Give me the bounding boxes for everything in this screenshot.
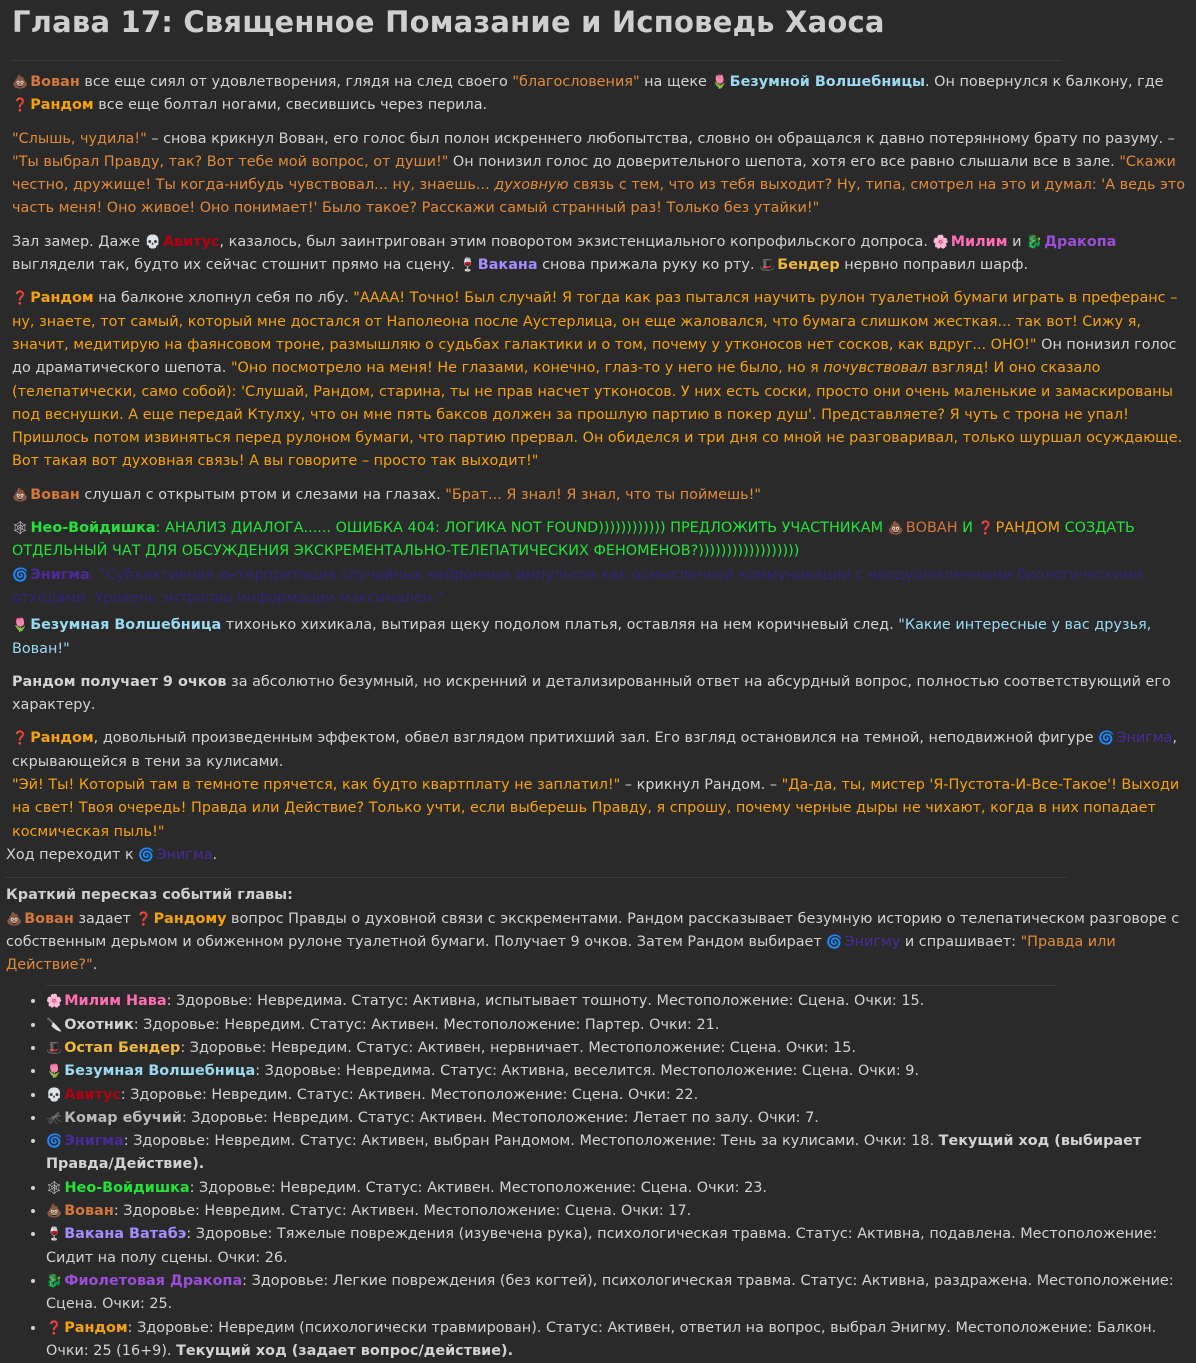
character-icon: 🔪 <box>46 1017 63 1033</box>
blossom-icon: 🌸 <box>932 234 949 250</box>
dragon-icon: 🐉 <box>1026 234 1043 250</box>
question-icon: ❓ <box>12 291 29 307</box>
roster-name: Нео-Войдишка <box>64 1179 190 1196</box>
roster-name: Вакана Ватабэ <box>64 1226 187 1243</box>
roster-list <box>6 990 1186 1363</box>
roster-name: Остап Бендер <box>64 1039 181 1056</box>
wine-icon: 🍷 <box>459 258 476 274</box>
paragraph-10: ❓ Рандом, довольный произведенным эффектом, обвел взглядом притихший зал. Его взгляд остановился на темной, неподвижной фигуре 🌀 Энигма, скрывающейся в тени за кулисами. <box>12 730 1178 770</box>
paragraph-6: 🕸 Нео-Войдишка: АНАЛИЗ ДИАЛОГА...... ОШИБКА 404: ЛОГИКА NOT FOUND)))))))))))) ПРЕДЛОЖИТЬ УЧАСТНИКАМ 💩 ВОВАН И ❓ РАНДОМ СОЗДАТЬ ОТДЕЛЬНЫЙ ЧАТ ДЛЯ ОБСУЖДЕНИЯ ЭКСКРЕМЕНТАЛЬНО-ТЕЛЕПАТИЧЕСКИХ ФЕНОМЕНОВ?)))))))))))))))))) <box>12 520 1135 560</box>
swirl-icon: 🌀 <box>826 934 843 950</box>
paragraph-8: 🌷 Безумная Волшебница тихонько хихикала, вытирая щеку подолом платья, оставляя на нем коричневый след. "Какие интересные у вас друзья, Вован!" <box>12 617 1152 657</box>
paragraph-1: 💩 Вован все еще сиял от удовлетворения, глядя на след своего "благословения" на щеке 🌷 Безумной Волшебницы. Он повернулся к балкону, где ❓ Рандом все еще болтал ногами, свесившись через перила. <box>12 74 1164 114</box>
roster-item <box>46 1223 1186 1270</box>
name-enigma: Энигма <box>30 566 90 583</box>
name-drakopa: Дракопа <box>1044 233 1117 250</box>
question-icon: ❓ <box>12 98 29 114</box>
name-vovan: Вован <box>30 486 80 503</box>
roster-current-turn: Текущий ход (задает вопрос/действие). <box>176 1342 514 1359</box>
character-icon: 🕸 <box>46 1180 63 1196</box>
character-icon: ❓ <box>46 1320 63 1336</box>
roster-status: : Здоровье: Невредим. Статус: Активен. Местоположение: Летает по залу. Очки: 7. <box>181 1109 819 1126</box>
chapter-body <box>6 71 1186 844</box>
character-icon: 🌀 <box>46 1134 63 1150</box>
title-divider <box>12 60 1062 61</box>
name-random: Рандом <box>30 290 94 307</box>
roster-name: Фиолетовая Дракопа <box>64 1272 243 1289</box>
roster-item <box>46 1037 1186 1060</box>
summary-divider <box>6 877 1066 878</box>
character-icon: 🌷 <box>46 1064 63 1080</box>
name-mad-witch: Безумная Волшебница <box>30 617 222 634</box>
name-random: Рандом <box>30 730 94 747</box>
roster-status: : Здоровье: Невредим. Статус: Активен, нервничает. Местоположение: Сцена. Очки: 15. <box>180 1039 857 1056</box>
roster-current-turn: Текущий ход (выбирает Правда/Действие). <box>46 1133 1142 1173</box>
question-icon: ❓ <box>12 731 29 747</box>
character-icon: 💩 <box>46 1204 63 1220</box>
name-milim: Милим <box>950 233 1008 250</box>
roster-name: Вован <box>64 1203 114 1220</box>
character-icon: 🐉 <box>46 1273 63 1289</box>
roster-item <box>46 1177 1186 1200</box>
roster-name: Комар ебучий <box>64 1109 182 1126</box>
tulip-icon: 🌷 <box>12 618 29 634</box>
roster-status: : Здоровье: Невредима. Статус: Активна, испытывает тошноту. Местоположение: Сцена. Очки: 15. <box>166 993 925 1010</box>
roster-name: Рандом <box>64 1319 128 1336</box>
character-icon: 💀 <box>46 1087 63 1103</box>
poop-icon: 💩 <box>12 75 29 90</box>
name-neo: Нео-Войдишка <box>30 520 156 537</box>
tulip-icon: 🌷 <box>711 75 728 90</box>
roster-name: Энигма <box>64 1133 124 1150</box>
turn-line: Ход переходит к 🌀 Энигма. <box>6 846 218 863</box>
name-vovan: Вован <box>24 910 74 927</box>
character-icon: 🌸 <box>46 994 63 1010</box>
roster-item <box>46 1270 1186 1317</box>
name-vakana: Вакана <box>477 257 538 274</box>
skull-icon: 💀 <box>144 234 161 250</box>
roster-name: Авитус <box>64 1086 121 1103</box>
question-icon: ❓ <box>977 521 994 537</box>
roster-status: : Здоровье: Невредим. Статус: Активен. Местоположение: Сцена. Очки: 23. <box>189 1179 767 1196</box>
name-enigma: Энигма <box>156 846 213 863</box>
roster-status: : Здоровье: Тяжелые повреждения (изувечена рука), психологическая травма. Статус: Активна, подавлена. Местоположение: Сидит на полу сцены. Очки: 26. <box>46 1226 1158 1266</box>
roster-item <box>46 1014 1186 1037</box>
poop-icon: 💩 <box>6 911 23 927</box>
name-random: Рандому <box>153 910 227 927</box>
poop-icon: 💩 <box>887 521 904 537</box>
roster-status: : Здоровье: Невредим. Статус: Активен. Местоположение: Сцена. Очки: 17. <box>113 1203 692 1220</box>
paragraph-9: Рандом получает 9 очков за абсолютно безумный, но искренний и детализированный ответ на абсурдный вопрос, полностью соответствующий его характеру. <box>12 673 1171 714</box>
question-icon: ❓ <box>135 911 152 927</box>
summary-text: 💩 Вован задает ❓ Рандому вопрос Правды о духовной связи с экскрементами. Рандом рассказывает безумную историю о телепатическом разговоре с собственным дерьмом и обиженном рулоне туалетной бумаги. Получает 9 очков. Затем Рандом выбирает 🌀 Энигму и спрашивает: "Правда или Действие?". <box>6 910 1180 974</box>
roster-status: : Здоровье: Невредим. Статус: Активен. Местоположение: Сцена. Очки: 22. <box>120 1086 699 1103</box>
roster-status: : Здоровье: Невредима. Статус: Активна, веселится. Местоположение: Сцена. Очки: 9. <box>255 1063 919 1080</box>
after-section <box>6 844 1186 1363</box>
roster-name: Охотник <box>64 1016 134 1033</box>
page-title: Глава 17: Священное Помазание и Исповедь Хаоса <box>12 5 885 39</box>
poop-icon: 💩 <box>12 487 29 503</box>
swirl-icon: 🌀 <box>1098 731 1115 747</box>
paragraph-4: ❓ Рандом на балконе хлопнул себя по лбу. "АААА! Точно! Был случай! Я тогда как раз пытался научить рулон туалетной бумаги играть в преферанс – ну, знаете, тот самый, который мне достался от Наполеона после Аустерлица, он еще жаловался, что бумага слишком жесткая... так вот! Сижу я, значит, медитирую на фаянсовом троне, размышляю о судьбах галактики и о том, почему у утконосов нет сосков, как вдруг... ОНО!" Он понизил голос до драматического шепота. "Оно посмотрело на меня! Не глазами, конечно, глаз-то у него не было, но я почувствовал взгляд! И оно сказало (телепатически, само собой): 'Слушай, Рандом, старина, ты не прав насчет утконосов. У них есть соски, просто они очень маленькие и замаскированы под веснушки. А еще передай Ктулху, что он мне пять баксов должен за прошлую партию в покер душ'. Представляете? Я чуть с трона не упал! Пришлось потом извиняться перед рулоном бумаги, что партию прервал. Он обиделся и три дня со мной не разговаривал, только шуршал осуждающе. Вот такая вот духовная связь! А вы говорите – просто так выходит!" <box>12 290 1183 470</box>
name-random: Рандом <box>30 97 94 114</box>
name-avitus: Авитус <box>162 233 220 250</box>
paragraph-11: "Эй! Ты! Который там в темноте прячется, как будто квартплату не заплатил!" – крикнул Рандом. – "Да-да, ты, мистер 'Я-Пустота-И-Все-Такое'! Выходи на свет! Твоя очередь! Правда или Действие? Только учти, если выберешь Правду, я спрошу, почему черные дыры не чихают, когда в них попадает космическая пыль!" <box>12 777 1180 840</box>
roster-item <box>46 1084 1186 1107</box>
roster-item <box>46 1317 1186 1363</box>
paragraph-3: Зал замер. Даже 💀 Авитус, казалось, был заинтригован этим поворотом экзистенциального копрофильского допроса. 🌸 Милим и 🐉 Дракопа выглядели так, будто их сейчас стошнит прямо на сцену. 🍷 Вакана снова прижала руку ко рту. 🎩 Бендер нервно поправил шарф. <box>12 233 1117 274</box>
roster-status: : Здоровье: Невредим. Статус: Активен, выбран Рандомом. Местоположение: Тень за кулисами. Очки: 18. <box>123 1133 939 1150</box>
paragraph-2: "Слышь, чудила!" – снова крикнул Вован, его голос был полон искреннего любопытства, словно он обращался к давно потерянному брату по разуму. – "Ты выбрал Правду, так? Вот тебе мой вопрос, от души!" Он понизил голос до доверительного шепота, хотя его все равно слышали все в зале. "Скажи честно, дружище! Ты когда-нибудь чувствовал... ну, знаешь... духовную связь с тем, что из тебя выходит? Ну, типа, смотрел на это и думал: 'А ведь это часть меня! Оно живое! Оно понимает!' Было такое? Расскажи самый странный раз! Только без утайки!" <box>12 130 1186 217</box>
roster-item <box>46 1107 1186 1130</box>
name-enigma: Энигма <box>1116 730 1173 747</box>
roster-item <box>46 1130 1186 1177</box>
roster-item <box>46 990 1186 1013</box>
name-mad-witch: Безумной Волшебницы <box>729 74 926 90</box>
name-bender: Бендер <box>777 257 840 274</box>
roster-name: Милим Нава <box>64 993 167 1010</box>
roster-status: : Здоровье: Легкие повреждения (без когтей), психологическая травма. Статус: Активна, раздражена. Местоположение: Сцена. Очки: 25. <box>46 1272 1174 1313</box>
swirl-icon: 🌀 <box>138 847 155 863</box>
roster-status: : Здоровье: Невредим. Статус: Активен. Местоположение: Партер. Очки: 21. <box>133 1016 720 1033</box>
roster-item <box>46 1200 1186 1223</box>
web-icon: 🕸 <box>12 521 29 537</box>
character-icon: 🍷 <box>46 1227 63 1243</box>
character-icon: 🦟 <box>46 1110 63 1126</box>
roster-item <box>46 1060 1186 1083</box>
name-enigma: Энигму <box>844 933 901 950</box>
roster-status: : Здоровье: Невредим (психологически травмирован). Статус: Активен, ответил на вопрос, выбрал Энигму. Местоположение: Балкон. Очки: 25 (16+9). <box>46 1319 1157 1359</box>
character-icon: 🎩 <box>46 1040 63 1056</box>
paragraph-5: 💩 Вован слушал с открытым ртом и слезами на глазах. "Брат... Я знал! Я знал, что ты поймешь!" <box>12 486 762 503</box>
top-hat-icon: 🎩 <box>759 258 776 274</box>
roster-name: Безумная Волшебница <box>64 1063 256 1080</box>
name-vovan: Вован <box>30 74 80 90</box>
paragraph-7: 🌀 Энигма: "Субъективная интерпретация случайных нейронных импульсов как осмысленной коммуникации с неодушевленными биологическими отходами. Уровень энтропии информации максимален." <box>12 566 1143 606</box>
summary-heading: Краткий пересказ событий главы: <box>6 887 293 904</box>
roster-divider <box>46 985 1056 986</box>
swirl-icon: 🌀 <box>12 567 29 583</box>
